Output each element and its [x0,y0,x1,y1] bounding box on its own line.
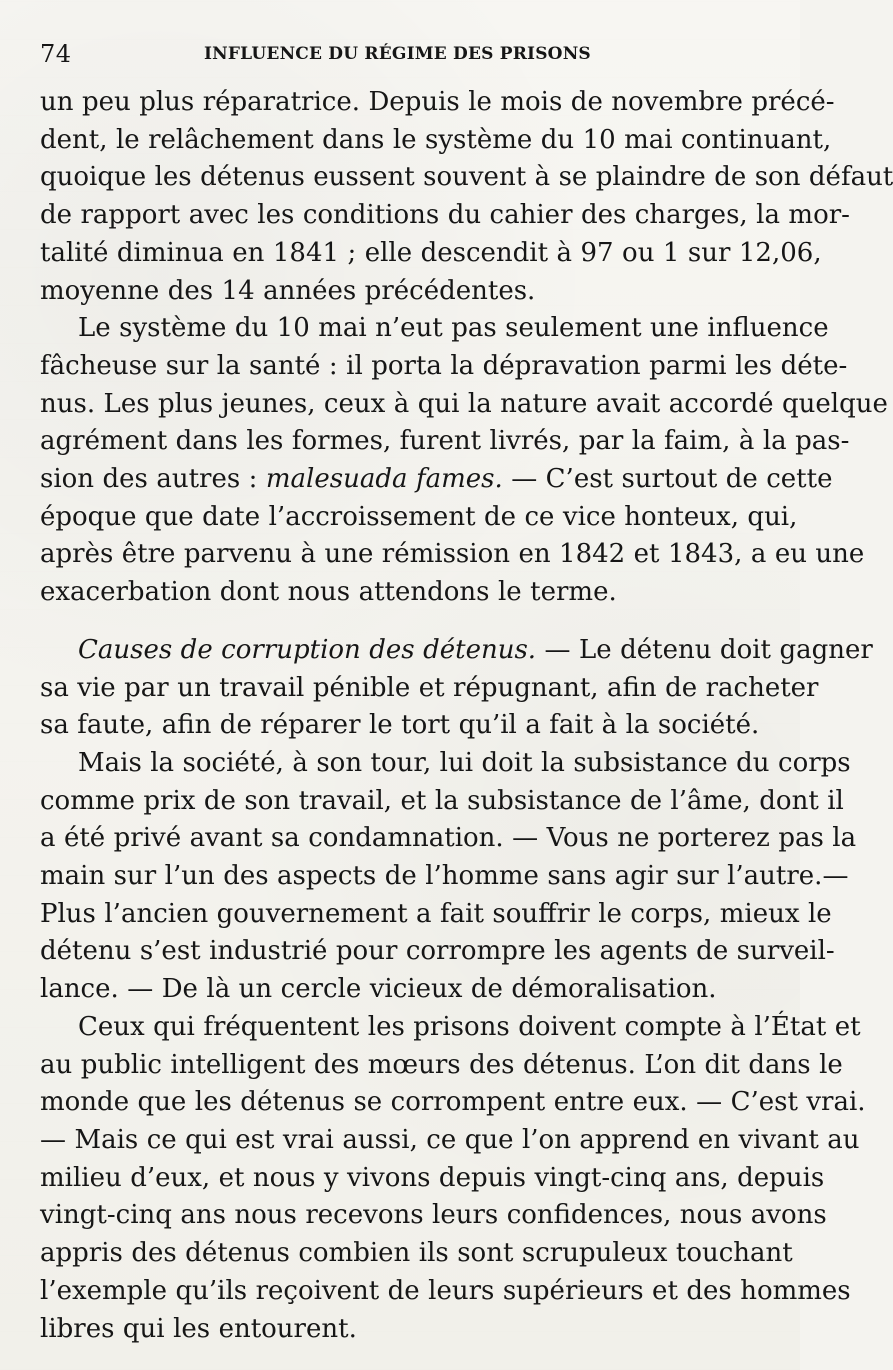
text-line: un peu plus réparatrice. Depuis le mois de novembre précé- [40,87,835,117]
text-line: l’exemple qu’ils reçoivent de leurs supérieurs et des hommes [40,1275,851,1306]
text-line-with-italic [40,461,833,499]
section-causes-corruption [40,632,873,745]
text-line: agrément dans les formes, furent livrés, par la faim, à la pas- [40,426,850,457]
text-line: au public intelligent des mœurs des détenus. L’on dit dans le [40,1049,843,1080]
text-line: après être parvenu à une rémission en 1842 et 1843, a eu une [40,539,865,570]
text-line: a été privé avant sa condamnation. — Vous ne porterez pas la [40,823,857,854]
text-segment: sion des autres : [40,464,266,495]
section-heading-line [40,632,873,670]
text-line: quoique les détenus eussent souvent à se plaindre de son défaut [40,162,893,193]
text-line: Ceux qui fréquentent les prisons doivent compte à l’État et [78,1011,861,1042]
text-line: sa vie par un travail pénible et répugnant, afin de racheter [40,672,819,703]
text-line: main sur l’un des aspects de l’homme sans agir sur l’autre.— [40,861,849,892]
text-line: dent, le relâchement dans le système du 10 mai continuant, [40,124,832,155]
paragraph-spacer [40,612,760,632]
text-line: comme prix de son travail, et la subsistance de l’âme, dont il [40,785,844,816]
text-line: — Mais ce qui est vrai aussi, ce que l’on apprend en vivant au [40,1124,860,1155]
text-line: de rapport avec les conditions du cahier des charges, la mor- [40,200,850,231]
text-line: nus. Les plus jeunes, ceux à qui la nature avait accordé quelque [40,388,888,419]
text-line: fâcheuse sur la santé : il porta la dépravation parmi les déte- [40,350,848,381]
text-line: monde que les détenus se corrompent entre eux. — C’est vrai. [40,1087,866,1118]
page-content [40,84,893,1348]
page-header [40,40,760,72]
text-line: Mais la société, à son tour, lui doit la subsistance du corps [78,747,851,778]
running-title: INFLUENCE DU RÉGIME DES PRISONS [204,44,591,64]
page-number: 74 [40,40,72,68]
paragraph-2 [40,310,888,612]
section-heading: Causes de corruption des détenus. [78,634,537,665]
text-line: appris des détenus combien ils sont scrupuleux touchant [40,1238,793,1269]
text-line: Plus l’ancien gouvernement a fait souffrir le corps, mieux le [40,898,832,929]
text-line: vingt-cinq ans nous recevons leurs confidences, nous avons [40,1200,827,1231]
text-line: Le système du 10 mai n’eut pas seulement une influence [78,313,829,344]
paragraph-4 [40,745,857,1009]
text-line: époque que date l’accroissement de ce vice honteux, qui, [40,501,798,532]
paragraph-1 [40,84,893,310]
text-line: talité diminua en 1841 ; elle descendit à 97 ou 1 sur 12,06, [40,237,822,268]
text-line: sa faute, afin de réparer le tort qu’il a fait à la société. [40,710,760,741]
text-line: lance. — De là un cercle vicieux de démoralisation. [40,974,717,1005]
text-line: moyenne des 14 années précédentes. [40,275,536,306]
text-segment: — Le détenu doit gagner [536,634,873,665]
text-line: détenu s’est industrié pour corrompre les agents de surveil- [40,936,835,967]
text-line: milieu d’eux, et nous y vivons depuis vingt-cinq ans, depuis [40,1162,825,1193]
text-line: exacerbation dont nous attendons le terme. [40,577,617,608]
text-segment: — C’est surtout de cette [502,464,833,495]
text-line: libres qui les entourent. [40,1313,357,1344]
paragraph-5 [40,1009,866,1348]
latin-quote: malesuada fames. [265,464,503,495]
